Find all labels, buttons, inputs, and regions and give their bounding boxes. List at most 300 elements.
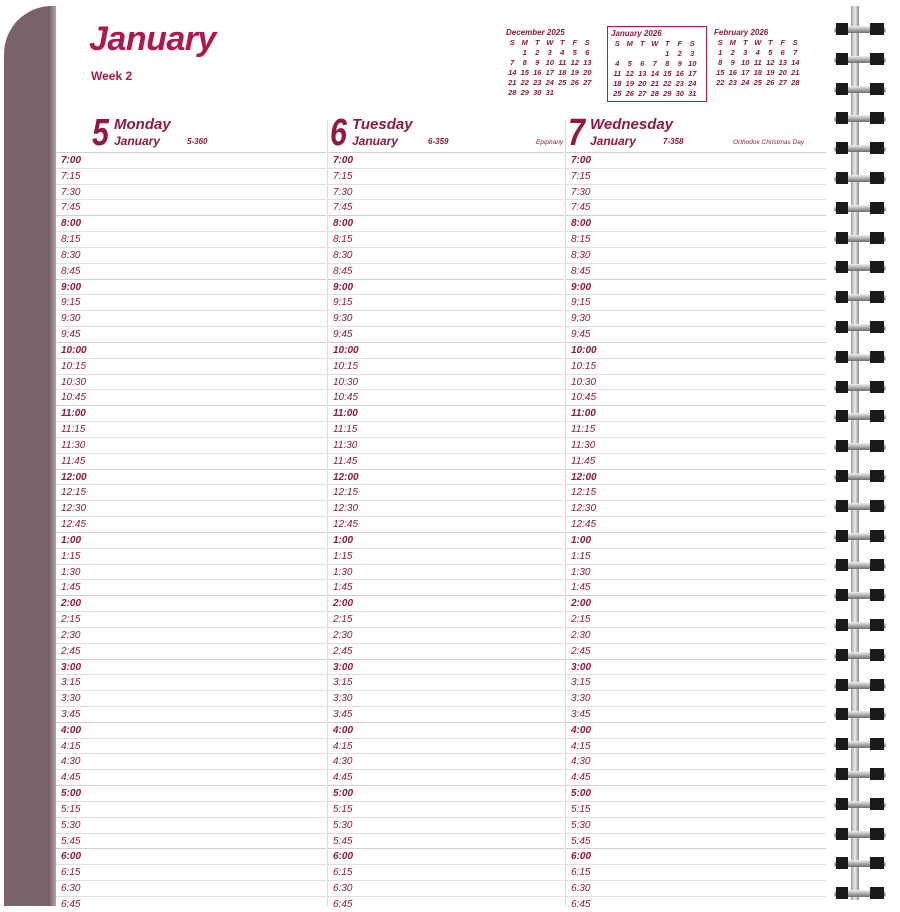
time-slot[interactable]	[566, 659, 826, 675]
time-slot[interactable]	[328, 722, 564, 738]
ring-hole	[870, 53, 884, 65]
time-slot[interactable]	[328, 753, 564, 769]
time-label: 2:30	[571, 629, 591, 641]
ring-hole	[836, 768, 848, 780]
day-header-tuesday	[330, 112, 566, 152]
ring-hole	[870, 887, 884, 899]
time-slot[interactable]	[56, 769, 326, 785]
binding-ring	[834, 797, 886, 811]
time-slot[interactable]	[56, 706, 326, 722]
time-slot[interactable]	[328, 342, 564, 358]
binding-ring	[834, 767, 886, 781]
calendar-date: 17	[545, 68, 554, 77]
time-slot[interactable]	[56, 848, 326, 864]
time-label: 7:45	[61, 202, 81, 214]
time-label: 4:45	[333, 772, 353, 784]
time-slot[interactable]	[566, 516, 826, 532]
time-label: 3:45	[61, 708, 81, 720]
time-label: 6:15	[571, 867, 591, 879]
time-label: 11:45	[571, 455, 596, 467]
time-label: 5:45	[333, 835, 353, 847]
time-label: 6:30	[571, 883, 591, 895]
time-label: 5:00	[571, 788, 592, 800]
mini-calendar-grid	[611, 39, 703, 98]
calendar-date: 12	[625, 69, 634, 78]
calendar-date: 11	[558, 58, 567, 67]
time-label: 2:00	[61, 598, 82, 610]
day-header-wednesday	[568, 112, 808, 152]
time-slot[interactable]	[566, 326, 826, 342]
binding-ring	[834, 22, 886, 36]
time-slot[interactable]	[566, 848, 826, 864]
time-label: 9:15	[571, 297, 591, 309]
time-slot[interactable]	[56, 389, 326, 405]
calendar-date: 16	[675, 69, 684, 78]
time-slot[interactable]	[56, 722, 326, 738]
time-slot[interactable]	[56, 516, 326, 532]
time-slot[interactable]	[566, 880, 826, 896]
time-slot[interactable]	[566, 674, 826, 690]
time-label: 10:15	[571, 360, 597, 372]
time-slot[interactable]	[328, 326, 564, 342]
calendar-date: 31	[545, 88, 554, 97]
time-slot[interactable]	[566, 374, 826, 390]
calendar-date: 10	[688, 59, 697, 68]
time-label: 6:00	[571, 851, 592, 863]
time-slot[interactable]	[566, 405, 826, 421]
time-slot[interactable]	[328, 500, 564, 516]
time-label: 2:45	[571, 645, 591, 657]
time-slot[interactable]	[56, 595, 326, 611]
time-label: 4:15	[571, 740, 591, 752]
time-slot[interactable]	[56, 484, 326, 500]
time-slot[interactable]	[56, 627, 326, 643]
time-label: 10:30	[61, 376, 87, 388]
time-label: 9:00	[61, 281, 82, 293]
time-slot[interactable]	[56, 247, 326, 263]
time-label: 9:00	[333, 281, 354, 293]
ring-hole	[870, 142, 884, 154]
time-slot[interactable]	[56, 374, 326, 390]
calendar-date: 7	[510, 58, 515, 67]
time-label: 4:15	[333, 740, 353, 752]
time-slot[interactable]	[566, 532, 826, 548]
time-label: 6:30	[61, 883, 81, 895]
weekday-letter: T	[767, 38, 773, 47]
weekday-letter: M	[626, 39, 633, 48]
time-slot[interactable]	[56, 564, 326, 580]
time-slot[interactable]	[328, 833, 564, 849]
time-slot[interactable]	[56, 326, 326, 342]
time-slot[interactable]	[56, 674, 326, 690]
time-slot[interactable]	[328, 579, 564, 595]
time-slot[interactable]	[566, 247, 826, 263]
time-label: 1:30	[61, 566, 81, 578]
time-slot[interactable]	[566, 215, 826, 231]
time-slot[interactable]	[566, 548, 826, 564]
time-slot[interactable]	[566, 294, 826, 310]
time-slot[interactable]	[566, 310, 826, 326]
time-slot[interactable]	[566, 564, 826, 580]
time-slot[interactable]	[56, 263, 326, 279]
calendar-date: 23	[533, 78, 542, 87]
time-slot[interactable]	[328, 643, 564, 659]
time-slot[interactable]	[56, 690, 326, 706]
calendar-date: 12	[570, 58, 579, 67]
time-slot[interactable]	[56, 231, 326, 247]
time-label: 11:00	[571, 408, 596, 420]
time-slot[interactable]	[328, 374, 564, 390]
time-slot[interactable]	[328, 896, 564, 912]
time-slot[interactable]	[328, 848, 564, 864]
time-slot[interactable]	[56, 469, 326, 485]
time-slot[interactable]	[56, 611, 326, 627]
time-label: 1:00	[61, 534, 82, 546]
time-label: 4:15	[61, 740, 81, 752]
time-slot[interactable]	[56, 833, 326, 849]
time-slot[interactable]	[56, 279, 326, 295]
time-slot[interactable]	[56, 880, 326, 896]
ring-hole	[836, 619, 848, 631]
time-label: 11:15	[333, 424, 358, 436]
time-slot[interactable]	[566, 389, 826, 405]
time-slot[interactable]	[328, 706, 564, 722]
calendar-date: 28	[508, 88, 517, 97]
binding-ring	[834, 588, 886, 602]
time-slot[interactable]	[566, 342, 826, 358]
time-slot[interactable]	[328, 247, 564, 263]
ring-hole	[870, 500, 884, 512]
weekday-letter: T	[742, 38, 748, 47]
time-slot[interactable]	[328, 453, 564, 469]
time-slot[interactable]	[328, 279, 564, 295]
time-slot[interactable]	[566, 627, 826, 643]
time-slot[interactable]	[566, 358, 826, 374]
time-slot[interactable]	[56, 342, 326, 358]
time-slot[interactable]	[328, 310, 564, 326]
time-label: 11:00	[333, 408, 358, 420]
time-slot[interactable]	[56, 310, 326, 326]
day-month: January	[352, 134, 399, 148]
time-slot[interactable]	[566, 595, 826, 611]
time-label: 2:15	[571, 614, 591, 626]
time-slot[interactable]	[566, 706, 826, 722]
time-slot[interactable]	[566, 579, 826, 595]
time-slot[interactable]	[328, 880, 564, 896]
ring-hole	[836, 142, 848, 154]
time-slot[interactable]	[328, 532, 564, 548]
time-label: 4:45	[571, 772, 591, 784]
week-label: Week 2	[91, 69, 133, 83]
time-label: 9:30	[61, 313, 81, 325]
ring-hole	[836, 440, 848, 452]
time-label: 2:00	[333, 598, 354, 610]
time-label: 4:30	[571, 756, 591, 768]
time-slot[interactable]	[56, 199, 326, 215]
calendar-date: 9	[677, 59, 682, 68]
calendar-date	[611, 49, 624, 58]
time-slot[interactable]	[328, 437, 564, 453]
calendar-date: 30	[675, 89, 684, 98]
time-slot[interactable]	[566, 152, 826, 168]
time-slot[interactable]	[566, 738, 826, 754]
binding-ring	[834, 231, 886, 245]
time-slot[interactable]	[566, 690, 826, 706]
calendar-date: 15	[663, 69, 672, 78]
time-slot[interactable]	[56, 896, 326, 912]
time-slot[interactable]	[328, 469, 564, 485]
time-slot[interactable]	[328, 785, 564, 801]
time-slot[interactable]	[566, 833, 826, 849]
calendar-date: 3	[743, 48, 748, 57]
time-label: 1:30	[333, 566, 353, 578]
calendar-date: 22	[663, 79, 672, 88]
time-slot[interactable]	[328, 690, 564, 706]
time-slot[interactable]	[566, 785, 826, 801]
time-label: 2:15	[333, 614, 353, 626]
time-label: 6:15	[61, 867, 81, 879]
time-slot[interactable]	[328, 421, 564, 437]
ring-hole	[836, 500, 848, 512]
time-slot[interactable]	[328, 294, 564, 310]
time-slot[interactable]	[566, 643, 826, 659]
time-slot[interactable]	[56, 801, 326, 817]
weekday-letter: S	[509, 38, 515, 47]
calendar-date: 25	[753, 78, 762, 87]
time-label: 8:30	[61, 249, 81, 261]
time-label: 1:00	[571, 534, 592, 546]
calendar-date: 24	[545, 78, 554, 87]
time-label: 11:15	[61, 424, 86, 436]
calendar-date: 18	[753, 68, 762, 77]
time-slot[interactable]	[56, 184, 326, 200]
time-label: 7:45	[333, 202, 353, 214]
calendar-date: 27	[778, 78, 787, 87]
time-slot[interactable]	[566, 263, 826, 279]
time-slot[interactable]	[566, 184, 826, 200]
time-label: 8:45	[571, 265, 591, 277]
time-slot[interactable]	[328, 215, 564, 231]
time-label: 9:30	[333, 313, 353, 325]
time-slot[interactable]	[328, 564, 564, 580]
time-slot[interactable]	[566, 199, 826, 215]
calendar-date: 8	[718, 58, 723, 67]
calendar-date: 21	[650, 79, 659, 88]
ring-hole	[836, 708, 848, 720]
binding-ring	[834, 380, 886, 394]
ring-hole	[836, 828, 848, 840]
time-slot[interactable]	[566, 484, 826, 500]
time-slot[interactable]	[56, 152, 326, 168]
time-label: 12:15	[61, 487, 87, 499]
time-label: 3:45	[333, 708, 353, 720]
binding-ring	[834, 529, 886, 543]
ring-hole	[870, 798, 884, 810]
time-label: 8:45	[61, 265, 81, 277]
time-slot[interactable]	[328, 674, 564, 690]
time-slot[interactable]	[56, 548, 326, 564]
time-label: 10:30	[571, 376, 597, 388]
time-label: 12:15	[333, 487, 359, 499]
time-slot[interactable]	[56, 500, 326, 516]
planner-page	[56, 6, 852, 910]
ring-hole	[870, 679, 884, 691]
time-slot[interactable]	[566, 168, 826, 184]
time-slot[interactable]	[56, 643, 326, 659]
ring-hole	[870, 828, 884, 840]
time-slot[interactable]	[566, 801, 826, 817]
time-slot[interactable]	[328, 817, 564, 833]
ring-hole	[836, 351, 848, 363]
time-slot[interactable]	[328, 769, 564, 785]
time-label: 1:45	[571, 582, 591, 594]
time-slot[interactable]	[56, 294, 326, 310]
time-slot[interactable]	[566, 864, 826, 880]
calendar-date: 17	[741, 68, 750, 77]
time-slot[interactable]	[566, 817, 826, 833]
binding-ring	[834, 499, 886, 513]
time-slot[interactable]	[328, 184, 564, 200]
calendar-date: 20	[778, 68, 787, 77]
ring-hole	[836, 381, 848, 393]
time-slot[interactable]	[328, 611, 564, 627]
mini-calendar-grid	[714, 38, 806, 87]
time-slot[interactable]	[328, 801, 564, 817]
weekday-letter: S	[584, 38, 590, 47]
time-label: 6:00	[333, 851, 354, 863]
time-slot[interactable]	[56, 437, 326, 453]
calendar-date: 22	[520, 78, 529, 87]
time-slot[interactable]	[566, 421, 826, 437]
weekday-letter: T	[534, 38, 540, 47]
calendar-date: 2	[730, 48, 735, 57]
time-slot[interactable]	[328, 231, 564, 247]
time-slot[interactable]	[56, 817, 326, 833]
time-slot[interactable]	[56, 405, 326, 421]
time-label: 5:15	[571, 803, 591, 815]
time-slot[interactable]	[328, 358, 564, 374]
time-label: 1:15	[571, 550, 591, 562]
time-slot[interactable]	[328, 627, 564, 643]
time-column-tuesday	[328, 152, 564, 912]
time-slot[interactable]	[56, 421, 326, 437]
weekday-letter: F	[677, 39, 683, 48]
calendar-date: 21	[791, 68, 800, 77]
time-slot[interactable]	[566, 722, 826, 738]
day-count: 7-358	[663, 137, 684, 146]
weekday-letter: M	[729, 38, 736, 47]
time-label: 9:45	[571, 329, 591, 341]
time-slot[interactable]	[566, 896, 826, 912]
time-label: 2:45	[333, 645, 353, 657]
time-slot[interactable]	[56, 785, 326, 801]
weekday-letter: S	[792, 38, 798, 47]
time-slot[interactable]	[56, 168, 326, 184]
calendar-date: 23	[728, 78, 737, 87]
time-slot[interactable]	[566, 231, 826, 247]
calendar-date: 10	[545, 58, 554, 67]
time-slot[interactable]	[56, 579, 326, 595]
calendar-date: 29	[520, 88, 529, 97]
binding-ring	[834, 678, 886, 692]
calendar-date: 23	[675, 79, 684, 88]
time-label: 7:15	[61, 170, 81, 182]
time-slot[interactable]	[566, 611, 826, 627]
time-slot[interactable]	[56, 532, 326, 548]
calendar-date: 15	[520, 68, 529, 77]
time-slot[interactable]	[566, 279, 826, 295]
time-slot[interactable]	[566, 769, 826, 785]
time-label: 2:30	[61, 629, 81, 641]
binding-ring	[834, 558, 886, 572]
time-slot[interactable]	[328, 595, 564, 611]
calendar-date: 7	[652, 59, 657, 68]
time-slot[interactable]	[566, 437, 826, 453]
time-slot[interactable]	[56, 453, 326, 469]
ring-hole	[836, 321, 848, 333]
binding-ring	[834, 856, 886, 870]
time-label: 10:00	[333, 344, 359, 356]
calendar-date: 21	[508, 78, 517, 87]
calendar-date: 24	[741, 78, 750, 87]
time-column-wednesday	[566, 152, 826, 912]
time-slot[interactable]	[56, 738, 326, 754]
day-number: 7	[568, 112, 585, 154]
calendar-date: 1	[665, 49, 670, 58]
time-label: 6:45	[333, 898, 353, 910]
calendar-date: 3	[690, 49, 695, 58]
calendar-date: 12	[766, 58, 775, 67]
binding-ring	[834, 886, 886, 900]
time-slot[interactable]	[56, 358, 326, 374]
time-slot[interactable]	[328, 199, 564, 215]
time-slot[interactable]	[328, 484, 564, 500]
time-slot[interactable]	[328, 405, 564, 421]
time-slot[interactable]	[328, 659, 564, 675]
time-slot[interactable]	[56, 864, 326, 880]
time-slot[interactable]	[328, 864, 564, 880]
ring-hole	[870, 261, 884, 273]
time-slot[interactable]	[328, 516, 564, 532]
time-slot[interactable]	[328, 263, 564, 279]
time-slot[interactable]	[566, 500, 826, 516]
time-label: 8:00	[61, 218, 82, 230]
time-slot[interactable]	[328, 168, 564, 184]
binding-ring	[834, 827, 886, 841]
time-slot[interactable]	[328, 738, 564, 754]
time-slot[interactable]	[328, 152, 564, 168]
time-slot[interactable]	[328, 389, 564, 405]
day-month: January	[590, 134, 637, 148]
time-label: 12:30	[333, 503, 359, 515]
time-slot[interactable]	[328, 548, 564, 564]
time-slot[interactable]	[56, 753, 326, 769]
calendar-date: 14	[791, 58, 800, 67]
time-slot[interactable]	[56, 215, 326, 231]
ring-hole	[870, 381, 884, 393]
time-label: 12:45	[571, 519, 597, 531]
time-slot[interactable]	[566, 453, 826, 469]
calendar-date	[506, 48, 519, 57]
time-slot[interactable]	[566, 469, 826, 485]
time-slot[interactable]	[566, 753, 826, 769]
time-label: 11:00	[61, 408, 86, 420]
time-slot[interactable]	[56, 659, 326, 675]
calendar-date: 13	[638, 69, 647, 78]
time-label: 7:00	[61, 155, 82, 166]
ring-hole	[870, 649, 884, 661]
calendar-date: 11	[753, 58, 762, 67]
